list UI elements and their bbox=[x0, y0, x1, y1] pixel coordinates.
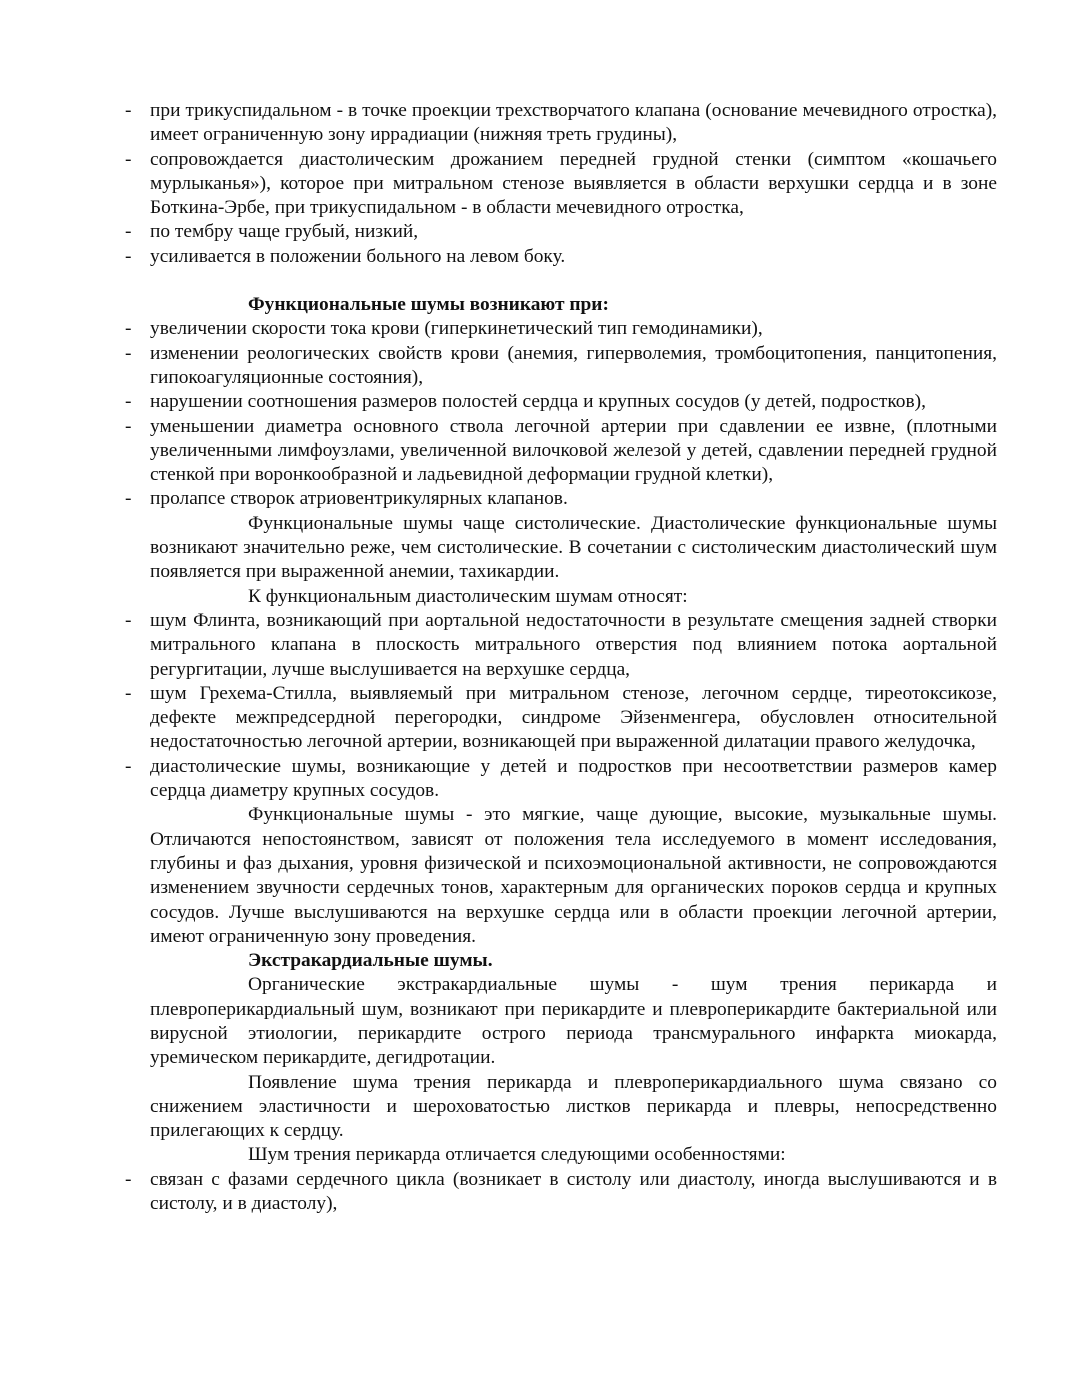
list-item: - пролапсе створок атриовентрикулярных клапанов. bbox=[150, 487, 997, 511]
list-item: - нарушении соотношения размеров полостей сердца и крупных сосудов (у детей, подростков), bbox=[150, 390, 997, 414]
paragraph-functional-soft: Функциональные шумы - это мягкие, чаще дующие, высокие, музыкальные шумы. Отличаются непостоянством, зависят от положения тела исследуемого в момент исследования, глубины и фаз дыхания, уровня физической и психоэмоциональной активности, не сопровождаются изменением звучности сердечных тонов, характерным для органических пороков сердца и крупных сосудов. Лучше выслушиваются на верхушке сердца или в области проекции легочной артерии, имеют ограниченную зону проведения. bbox=[150, 804, 997, 947]
paragraph-friction-features: Шум трения перикарда отличается следующими особенностями: bbox=[248, 1144, 786, 1166]
list-item: - изменении реологических свойств крови (анемия, гиперволемия, тромбоцитопения, панцитопения, гипокоагуляционные состояния), bbox=[150, 342, 997, 391]
paragraph-organic-extracardial: Органические экстракардиальные шумы - шум трения перикарда и плевроперикардиальный шум, возникают при перикардите и плевроперикардите бактериальной или вирусной этиологии, перикардите острого периода трансмурального инфаркта миокарда, уремическом перикардите, дегидротации. bbox=[150, 974, 997, 1069]
list-item: - связан с фазами сердечного цикла (возникает в систолу или диастолу, иногда выслушиваются и в систолу, и в диастолу), bbox=[150, 1168, 997, 1217]
list-item: - при трикуспидальном - в точке проекции трехстворчатого клапана (основание мечевидного отростка), имеет ограниченную зону иррадиации (нижняя треть грудины), bbox=[150, 99, 997, 148]
spacer bbox=[150, 269, 997, 293]
list-item: - сопровождается диастолическим дрожанием передней грудной стенки (симптом «кошачьего мурлыканья»), которое при митральном стенозе выявляется в области верхушки сердца и в зоне Боткина-Эрбе, при трикуспидальном - в области мечевидного отростка, bbox=[150, 148, 997, 221]
list-item: - уменьшении диаметра основного ствола легочной артерии при сдавлении ее извне, (плотными увеличенными лимфоузлами, увеличенной вилочковой железой у детей, сдавлении передней грудной стенкой при воронкообразной и ладьевидной деформации грудной клетки), bbox=[150, 415, 997, 488]
paragraph-diastolic-intro: К функциональным диастолическим шумам относят: bbox=[248, 585, 688, 607]
list-item: - по тембру чаще грубый, низкий, bbox=[150, 220, 997, 244]
list-item: - увеличении скорости тока крови (гиперкинетический тип гемодинамики), bbox=[150, 317, 997, 341]
extracardial-heading: Экстракардиальные шумы. bbox=[248, 950, 493, 972]
functional-heading: Функциональные шумы возникают при: bbox=[248, 294, 609, 316]
list-item: - шум Грехема-Стилла, выявляемый при митральном стенозе, легочном сердце, тиреотоксикозе, дефекте межпредсердной перегородки, синдроме Эйзенменгера, обусловлен относительной недостаточностью легочной артерии, возникающей при выраженной дилатации правого желудочка, bbox=[150, 682, 997, 755]
list-item: - усиливается в положении больного на левом боку. bbox=[150, 245, 997, 269]
list-item: - шум Флинта, возникающий при аортальной недостаточности в результате смещения задней створки митрального клапана в плоскость митрального отверстия под влиянием потока аортальной регургитации, лучше выслушивается на верхушке сердца, bbox=[150, 609, 997, 682]
list-item: - диастолические шумы, возникающие у детей и подростков при несоответствии размеров камер сердца диаметру крупных сосудов. bbox=[150, 755, 997, 804]
document-body bbox=[150, 99, 997, 1216]
paragraph-functional-systolic: Функциональные шумы чаще систолические. Диастолические функциональные шумы возникают значительно реже, чем систолические. В сочетании с систолическим диастолический шум появляется при выраженной анемии, тахикардии. bbox=[150, 512, 997, 583]
paragraph-friction-origin: Появление шума трения перикарда и плевроперикардиального шума связано со снижением эластичности и шероховатостью листков перикарда и плевры, непосредственно прилегающих к сердцу. bbox=[150, 1071, 997, 1142]
